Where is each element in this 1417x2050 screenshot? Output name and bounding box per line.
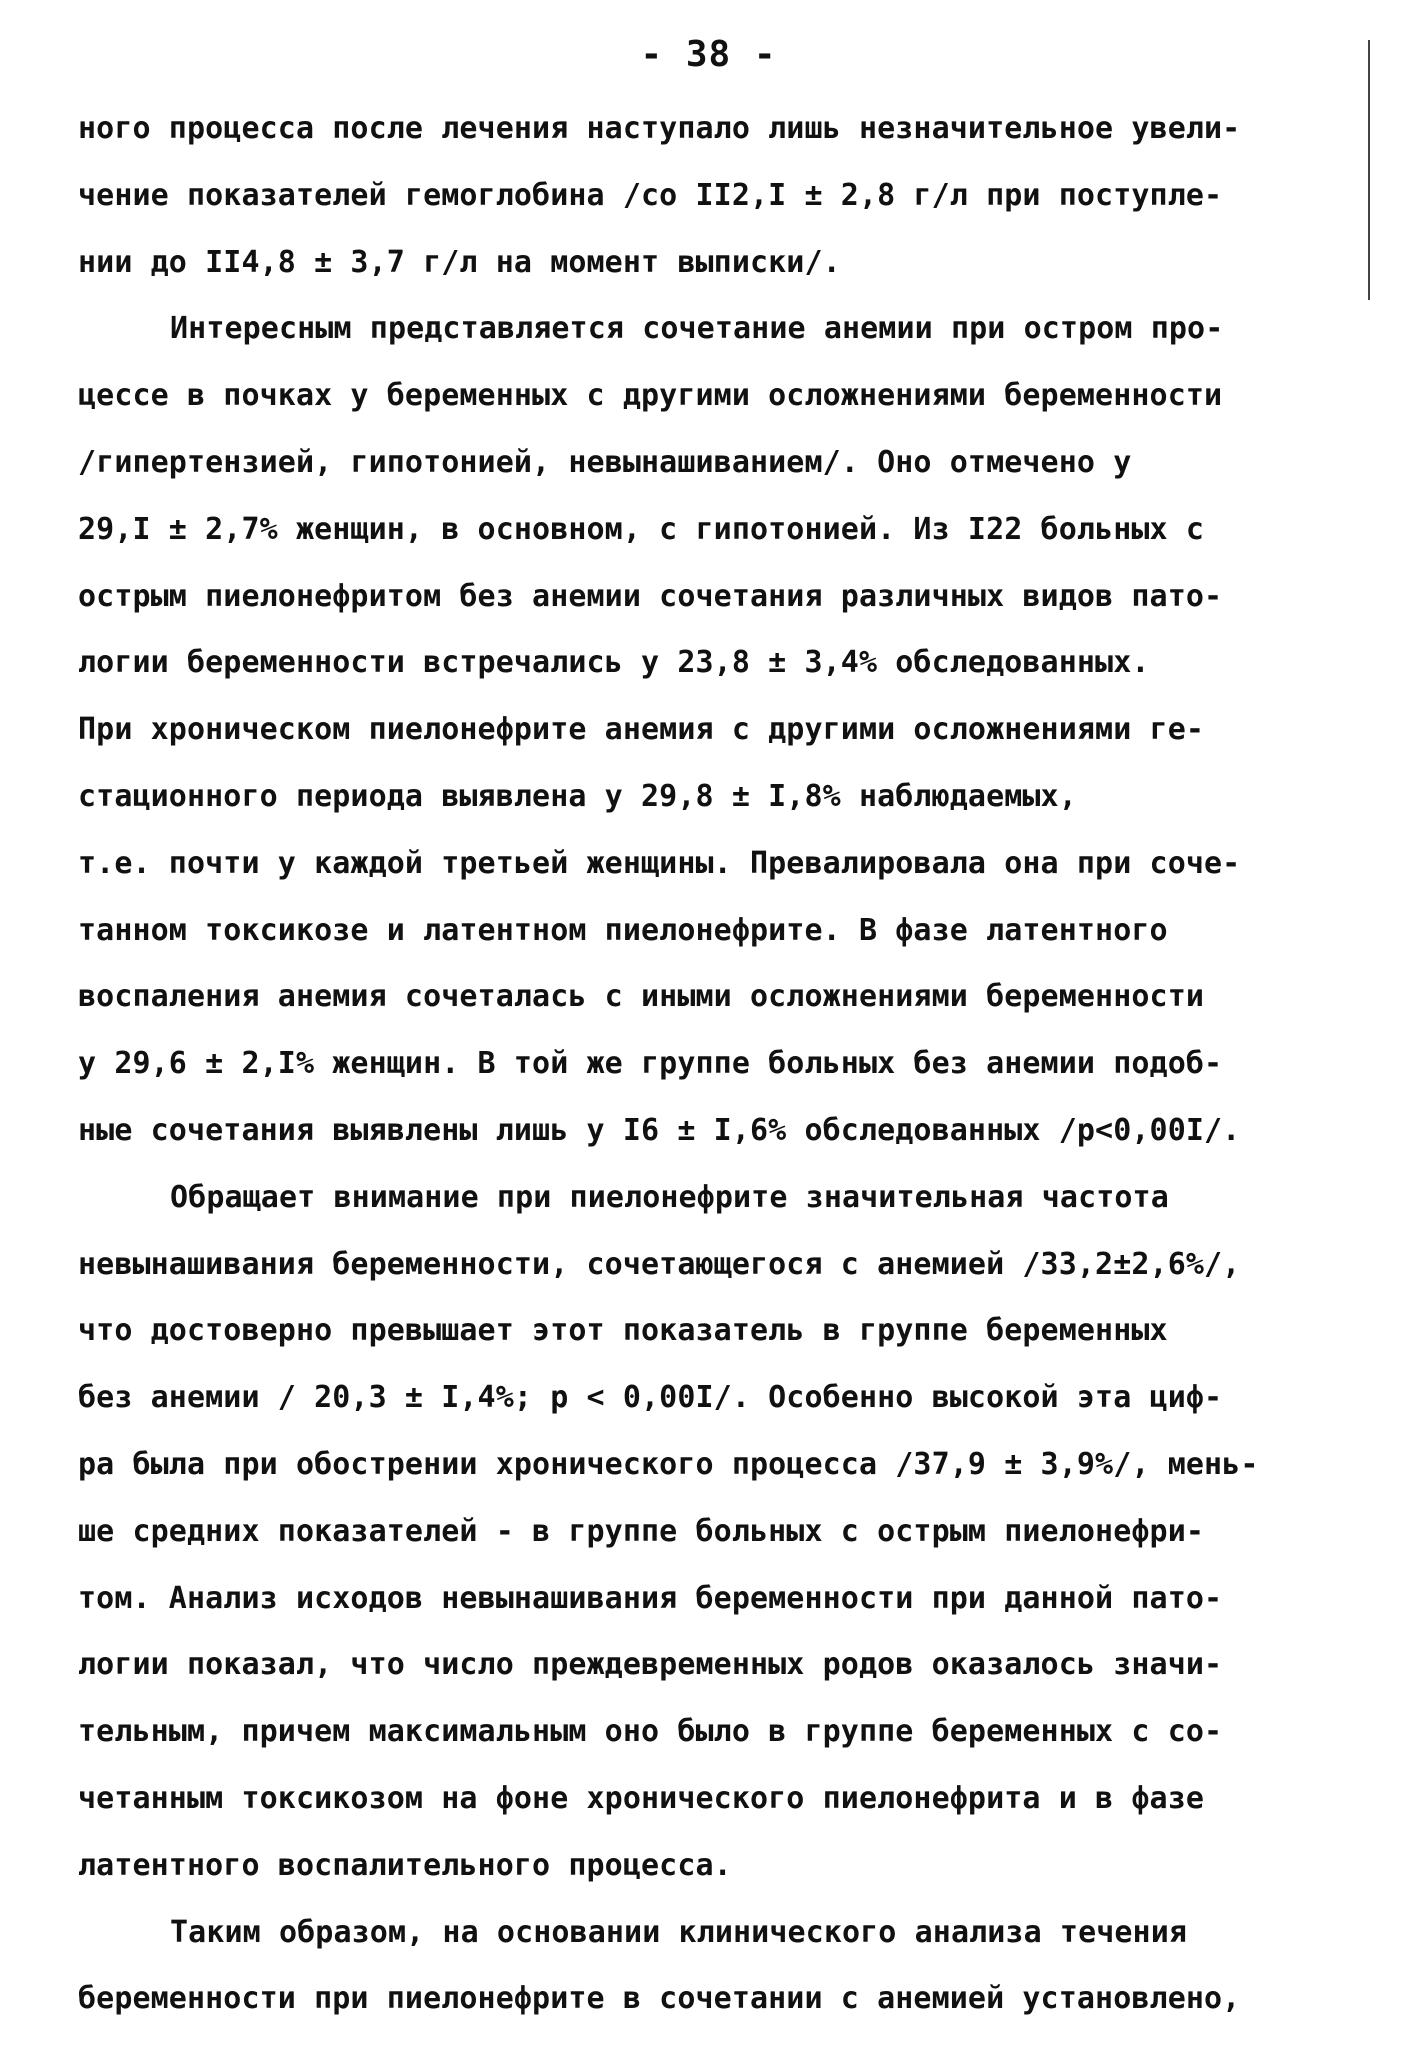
text-line: невынашивания беременности, сочетающегося с анемией /33,2±2,6%/,: [78, 1246, 1241, 1282]
text-line: что достоверно превышает этот показатель в группе беременных: [78, 1313, 1168, 1349]
text-line: логии беременности встречались у 23,8 ± 3,4% обследованных.: [78, 645, 1150, 681]
text-line: без анемии / 20,3 ± I,4%; p < 0,00I/. Особенно высокой эта циф-: [78, 1380, 1223, 1416]
text-line: беременности при пиелонефрите в сочетании с анемией установлено,: [78, 1981, 1241, 2017]
text-line: Обращает внимание при пиелонефрите значительная частота: [170, 1179, 1169, 1215]
text-line: воспаления анемия сочеталась с иными осложнениями беременности: [78, 979, 1205, 1015]
text-line: При хроническом пиелонефрите анемия с другими осложнениями ге-: [78, 712, 1205, 748]
page-number: - 38 -: [640, 34, 777, 75]
text-line: латентного воспалительного процесса.: [78, 1847, 732, 1883]
text-line: тельным, причем максимальным оно было в группе беременных с со-: [78, 1714, 1223, 1750]
text-line: /гипертензией, гипотонией, невынашиванием/. Оно отмечено у: [78, 444, 1132, 480]
text-line: у 29,6 ± 2,I% женщин. В той же группе больных без анемии подоб-: [78, 1046, 1223, 1082]
text-line: танном токсикозе и латентном пиелонефрите. В фазе латентного: [78, 912, 1168, 948]
text-line: четанным токсикозом на фоне хронического пиелонефрита и в фазе: [78, 1780, 1205, 1816]
body-text: [78, 96, 1368, 2033]
text-line: ного процесса после лечения наступало лишь незначительное увели-: [78, 111, 1241, 146]
margin-rule: [1368, 40, 1370, 300]
text-line: т.е. почти у каждой третьей женщины. Превалировала она при соче-: [78, 845, 1241, 881]
text-line: ше средних показателей - в группе больных с острым пиелонефри-: [78, 1513, 1205, 1549]
text-line: логии показал, что число преждевременных родов оказалось значи-: [78, 1647, 1223, 1683]
text-line: чение показателей гемоглобина /со II2,I ± 2,8 г/л при поступле-: [78, 177, 1223, 213]
text-line: стационного периода выявлена у 29,8 ± I,8% наблюдаемых,: [78, 778, 1077, 814]
text-line: ные сочетания выявлены лишь у I6 ± I,6% обследованных /p<0,00I/.: [78, 1112, 1241, 1148]
text-line: том. Анализ исходов невынашивания беременности при данной пато-: [78, 1580, 1223, 1616]
text-line: Таким образом, на основании клинического анализа течения: [170, 1914, 1188, 1950]
text-line: ра была при обострении хронического процесса /37,9 ± 3,9%/, мень-: [78, 1446, 1259, 1482]
text-line: 29,I ± 2,7% женщин, в основном, с гипотонией. Из I22 больных с: [78, 511, 1205, 547]
text-line: острым пиелонефритом без анемии сочетания различных видов пато-: [78, 578, 1223, 614]
text-line: Интересным представляется сочетание анемии при остром про-: [170, 311, 1224, 347]
text-line: нии до II4,8 ± 3,7 г/л на момент выписки/.: [78, 244, 841, 280]
text-line: цессе в почках у беременных с другими осложнениями беременности: [78, 378, 1223, 414]
